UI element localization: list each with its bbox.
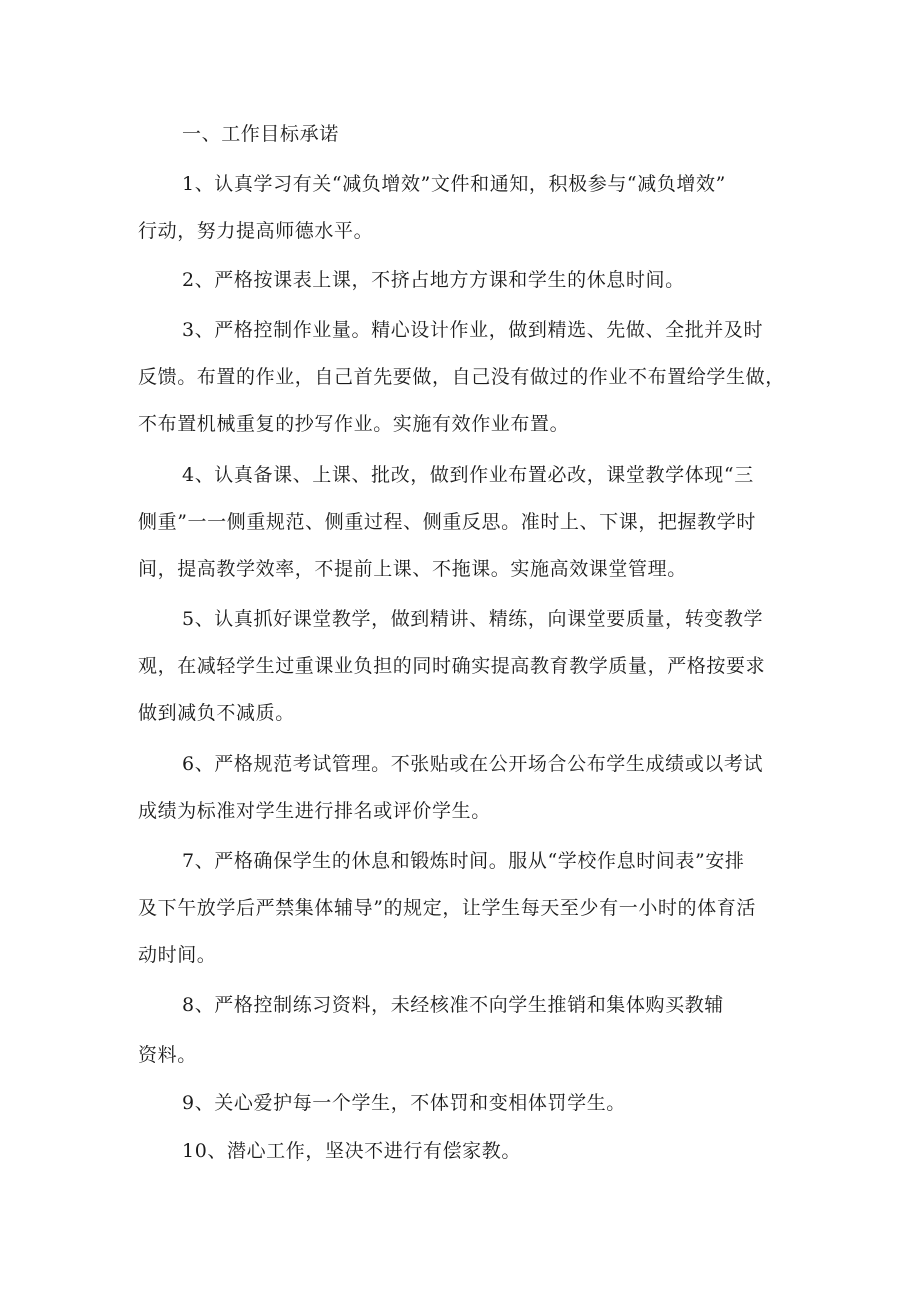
item-5-line-2: 观，在减轻学生过重课业负担的同时确实提高教育教学质量，严格按要求 [138,655,766,677]
item-6-line-2: 成绩为标准对学生进行排名或评价学生。 [138,800,491,822]
item-5-line-1: 5、认真抓好课堂教学，做到精讲、精练，向课堂要质量，转变教学 [182,608,764,630]
item-7-line-1: 7、严格确保学生的休息和锻炼时间。服从“学校作息时间表”安排 [182,850,745,872]
item-4-line-2: 侧重”一一侧重规范、侧重过程、侧重反思。准时上、下课，把握教学时 [138,511,756,533]
item-4-line-3: 间，提高教学效率，不提前上课、不拖课。实施高效课堂管理。 [138,558,687,580]
item-3-line-3: 不布置机械重复的抄写作业。实施有效作业布置。 [138,413,570,435]
item-3-line-2: 反馈。布置的作业，自己首先要做，自己没有做过的作业不布置给学生做， [138,366,785,388]
item-8-line-2: 资料。 [138,1044,197,1066]
item-8-line-1: 8、严格控制练习资料，未经核准不向学生推销和集体购买教辅 [182,994,724,1016]
item-9-line-1: 9、关心爱护每一个学生，不体罚和变相体罚学生。 [182,1092,626,1114]
item-2-line-1: 2、严格按课表上课，不挤占地方方课和学生的休息时间。 [182,269,685,291]
item-4-line-1: 4、认真备课、上课、批改，做到作业布置必改，课堂教学体现“三 [182,464,754,486]
item-7-line-2: 及下午放学后严禁集体辅导”的规定，让学生每天至少有一小时的体育活 [138,897,756,919]
item-1-line-2: 行动，努力提高师德水平。 [138,220,374,242]
section-heading: 一、工作目标承诺 [182,123,339,145]
item-6-line-1: 6、严格规范考试管理。不张贴或在公开场合公布学生成绩或以考试 [182,753,764,775]
item-10-line-1: 10、潜心工作，坚决不进行有偿家教。 [182,1140,521,1162]
item-7-line-3: 动时间。 [138,944,217,966]
item-1-line-1: 1、认真学习有关“减负增效”文件和通知，积极参与“减负增效” [182,173,726,195]
item-5-line-3: 做到减负不减质。 [138,702,295,724]
item-3-line-1: 3、严格控制作业量。精心设计作业，做到精选、先做、全批并及时 [182,319,764,341]
